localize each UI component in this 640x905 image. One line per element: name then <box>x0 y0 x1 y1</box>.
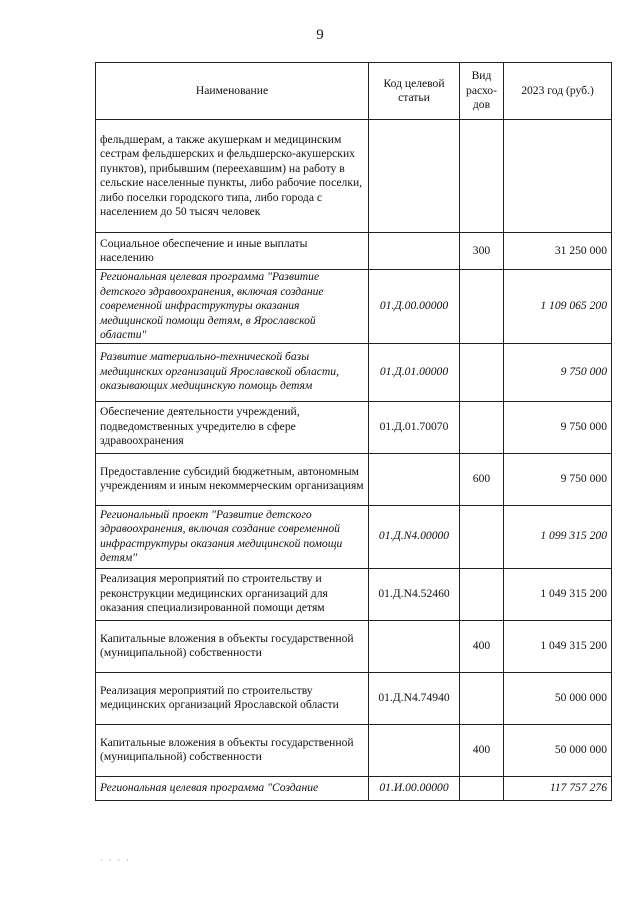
cell-amount <box>504 120 612 233</box>
cell-amount: 1 049 315 200 <box>504 568 612 620</box>
cell-name: Региональная целевая программа "Развитие детского здравоохранения, включая создание современной инфраструктуры оказания медицинской помощи детям, в Ярославской области" <box>96 270 369 344</box>
table-row <box>96 453 612 505</box>
table-row <box>96 505 612 568</box>
cell-type <box>460 568 504 620</box>
cell-amount: 9 750 000 <box>504 453 612 505</box>
budget-table <box>95 62 612 801</box>
cell-code <box>369 724 460 776</box>
cell-name: Капитальные вложения в объекты государственной (муниципальной) собственности <box>96 620 369 672</box>
table-body <box>96 120 612 801</box>
cell-type: 300 <box>460 233 504 270</box>
cell-code <box>369 453 460 505</box>
cell-name: фельдшерам, а также акушеркам и медицинским сестрам фельдшерских и фельдшерско-акушерских пунктов), прибывшим (переехавшим) на работу в сельские населенные пункты, либо рабочие поселки, либо поселки городского типа, либо города с населением до 50 тысяч человек <box>96 120 369 233</box>
page-number: 9 <box>316 27 324 43</box>
cell-amount: 1 049 315 200 <box>504 620 612 672</box>
cell-name: Капитальные вложения в объекты государственной (муниципальной) собственности <box>96 724 369 776</box>
cell-code: 01.Д.01.70070 <box>369 401 460 453</box>
cell-amount: 117 757 276 <box>504 776 612 800</box>
header-type: Вид расхо-дов <box>460 63 504 120</box>
cell-name: Реализация мероприятий по строительству и реконструкции медицинских организаций для оказания специализированной помощи детям <box>96 568 369 620</box>
cell-name: Реализация мероприятий по строительству медицинских организаций Ярославской области <box>96 672 369 724</box>
cell-type <box>460 270 504 344</box>
header-name: Наименование <box>96 63 369 120</box>
cell-amount: 1 109 065 200 <box>504 270 612 344</box>
header-amount: 2023 год (руб.) <box>504 63 612 120</box>
cell-amount: 50 000 000 <box>504 672 612 724</box>
cell-amount: 1 099 315 200 <box>504 505 612 568</box>
cell-name: Предоставление субсидий бюджетным, автономным учреждениям и иным некоммерческим организациям <box>96 453 369 505</box>
scan-artifact: · · · · <box>100 856 131 865</box>
table-row <box>96 568 612 620</box>
cell-name: Развитие материально-технической базы медицинских организаций Ярославской области, оказывающих медицинскую помощь детям <box>96 343 369 401</box>
cell-code <box>369 620 460 672</box>
cell-code: 01.И.00.00000 <box>369 776 460 800</box>
table-header-row <box>96 63 612 120</box>
cell-name: Региональный проект "Развитие детского здравоохранения, включая создание современной инфраструктуры оказания медицинской помощи детям" <box>96 505 369 568</box>
cell-type <box>460 401 504 453</box>
cell-name: Обеспечение деятельности учреждений, подведомственных учредителю в сфере здравоохранения <box>96 401 369 453</box>
table-row <box>96 724 612 776</box>
table-row <box>96 343 612 401</box>
cell-type: 600 <box>460 453 504 505</box>
cell-code <box>369 120 460 233</box>
table-row <box>96 620 612 672</box>
cell-type <box>460 776 504 800</box>
cell-type: 400 <box>460 724 504 776</box>
cell-name: Социальное обеспечение и иные выплаты населению <box>96 233 369 270</box>
cell-code: 01.Д.01.00000 <box>369 343 460 401</box>
table-row <box>96 233 612 270</box>
cell-type: 400 <box>460 620 504 672</box>
cell-amount: 50 000 000 <box>504 724 612 776</box>
cell-type <box>460 505 504 568</box>
cell-amount: 31 250 000 <box>504 233 612 270</box>
table-row <box>96 401 612 453</box>
cell-name: Региональная целевая программа "Создание <box>96 776 369 800</box>
table-row <box>96 776 612 800</box>
table-row <box>96 672 612 724</box>
cell-code <box>369 233 460 270</box>
cell-type <box>460 343 504 401</box>
cell-amount: 9 750 000 <box>504 401 612 453</box>
cell-code: 01.Д.N4.52460 <box>369 568 460 620</box>
cell-code: 01.Д.N4.00000 <box>369 505 460 568</box>
cell-type <box>460 672 504 724</box>
cell-amount: 9 750 000 <box>504 343 612 401</box>
table-row <box>96 270 612 344</box>
cell-code: 01.Д.00.00000 <box>369 270 460 344</box>
cell-type <box>460 120 504 233</box>
cell-code: 01.Д.N4.74940 <box>369 672 460 724</box>
header-code: Код целевой статьи <box>369 63 460 120</box>
table-row <box>96 120 612 233</box>
